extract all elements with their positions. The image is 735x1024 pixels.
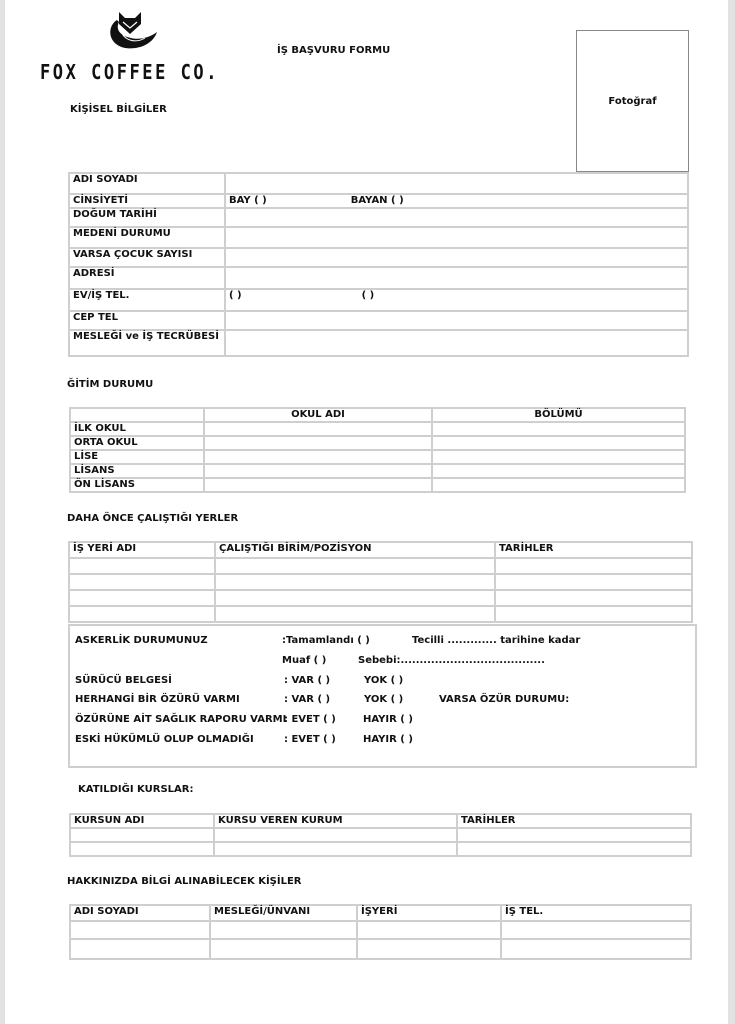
section-personal-title: KİŞİSEL BİLGİLER bbox=[70, 104, 167, 115]
gender-field[interactable] bbox=[225, 194, 688, 208]
name-field[interactable] bbox=[225, 173, 688, 194]
workplace-cell[interactable] bbox=[69, 606, 215, 622]
dates-cell[interactable] bbox=[495, 558, 692, 574]
fox-logo-icon bbox=[105, 8, 161, 50]
table-row bbox=[70, 828, 691, 842]
disability-no-option[interactable]: YOK ( ) bbox=[364, 694, 404, 705]
label-children: VARSA ÇOCUK SAYISI bbox=[69, 248, 225, 267]
disability-label: HERHANGİ BİR ÖZÜRÜ VARMI bbox=[75, 694, 240, 705]
table-row bbox=[69, 330, 688, 356]
header-department: BÖLÜMÜ bbox=[432, 408, 685, 422]
photo-box[interactable] bbox=[576, 30, 689, 172]
courses-title: KATILDIĞI KURSLAR: bbox=[78, 784, 194, 795]
ref-phone-cell[interactable] bbox=[501, 939, 691, 959]
table-header-row bbox=[70, 408, 685, 422]
mobile-field[interactable] bbox=[225, 311, 688, 330]
work-history-table bbox=[68, 541, 693, 623]
header-name: ADI SOYADI bbox=[70, 905, 210, 921]
references-table bbox=[69, 904, 692, 960]
table-row bbox=[70, 464, 685, 478]
phone-area-2: ( ) bbox=[361, 290, 375, 301]
label-birthdate: DOĞUM TARİHİ bbox=[69, 208, 225, 227]
school-name-cell[interactable] bbox=[204, 422, 432, 436]
dates-cell[interactable] bbox=[495, 606, 692, 622]
header-school-name: OKUL ADI bbox=[204, 408, 432, 422]
header-position: ÇALIŞTIĞI BİRİM/POZİSYON bbox=[215, 542, 495, 558]
health-report-label: ÖZÜRÜNE AİT SAĞLIK RAPORU VARMI bbox=[75, 714, 287, 725]
table-row bbox=[69, 227, 688, 248]
photo-label: Fotoğraf bbox=[608, 95, 657, 107]
brand-name: FOX COFFEE CO. bbox=[40, 60, 219, 84]
license-yes-option[interactable]: : VAR ( ) bbox=[284, 675, 331, 686]
dates-cell[interactable] bbox=[457, 842, 691, 856]
education-table bbox=[69, 407, 686, 493]
table-row bbox=[69, 311, 688, 330]
header-work-phone: İŞ TEL. bbox=[501, 905, 691, 921]
table-row bbox=[70, 422, 685, 436]
position-cell[interactable] bbox=[215, 606, 495, 622]
birthdate-field[interactable] bbox=[225, 208, 688, 227]
table-row bbox=[69, 194, 688, 208]
gender-male-option[interactable]: BAY ( ) bbox=[229, 195, 267, 206]
ref-name-cell[interactable] bbox=[70, 921, 210, 939]
military-done-option[interactable]: :Tamamlandı ( ) bbox=[282, 635, 370, 646]
disability-yes-option[interactable]: : VAR ( ) bbox=[284, 694, 331, 705]
workplace-cell[interactable] bbox=[69, 590, 215, 606]
personal-info-table bbox=[68, 172, 689, 357]
profession-field[interactable] bbox=[225, 330, 688, 356]
form-title: İŞ BAŞVURU FORMU bbox=[277, 45, 391, 56]
workplace-cell[interactable] bbox=[69, 558, 215, 574]
table-row bbox=[69, 289, 688, 311]
references-title: HAKKINIZDA BİLGİ ALINABİLECEK KİŞİLER bbox=[67, 876, 302, 887]
license-label: SÜRÜCÜ BELGESİ bbox=[75, 675, 172, 686]
row-label: ORTA OKUL bbox=[70, 436, 204, 450]
label-address: ADRESİ bbox=[69, 267, 225, 289]
ref-workplace-cell[interactable] bbox=[357, 939, 501, 959]
course-name-cell[interactable] bbox=[70, 842, 214, 856]
row-label: LİSE bbox=[70, 450, 204, 464]
department-cell[interactable] bbox=[432, 464, 685, 478]
table-row bbox=[69, 267, 688, 289]
license-no-option[interactable]: YOK ( ) bbox=[364, 675, 404, 686]
course-name-cell[interactable] bbox=[70, 828, 214, 842]
dates-cell[interactable] bbox=[495, 574, 692, 590]
department-cell[interactable] bbox=[432, 422, 685, 436]
table-header-row bbox=[70, 814, 691, 828]
workplace-cell[interactable] bbox=[69, 574, 215, 590]
table-header-row bbox=[69, 542, 692, 558]
home-work-phone-field[interactable] bbox=[225, 289, 688, 311]
convict-label: ESKİ HÜKÜMLÜ OLUP OLMADIĞI bbox=[75, 734, 254, 745]
table-row bbox=[69, 173, 688, 194]
table-row bbox=[69, 606, 692, 622]
address-field[interactable] bbox=[225, 267, 688, 289]
school-name-cell[interactable] bbox=[204, 450, 432, 464]
label-mobile: CEP TEL bbox=[69, 311, 225, 330]
table-header-row bbox=[70, 905, 691, 921]
label-name: ADI SOYADI bbox=[69, 173, 225, 194]
header-institution: KURSU VEREN KURUM bbox=[214, 814, 457, 828]
courses-table bbox=[69, 813, 692, 857]
header-blank bbox=[70, 408, 204, 422]
military-exempt-option[interactable]: Muaf ( ) bbox=[282, 655, 327, 666]
health-report-yes-option[interactable]: : EVET ( ) bbox=[284, 714, 336, 725]
header-title: MESLEĞİ/ÜNVANI bbox=[210, 905, 357, 921]
school-name-cell[interactable] bbox=[204, 436, 432, 450]
gender-female-option[interactable]: BAYAN ( ) bbox=[350, 195, 404, 206]
position-cell[interactable] bbox=[215, 590, 495, 606]
disability-status-label: VARSA ÖZÜR DURUMU: bbox=[439, 694, 570, 705]
position-cell[interactable] bbox=[215, 558, 495, 574]
header-dates: TARİHLER bbox=[495, 542, 692, 558]
ref-title-cell[interactable] bbox=[210, 921, 357, 939]
marital-field[interactable] bbox=[225, 227, 688, 248]
convict-yes-option[interactable]: : EVET ( ) bbox=[284, 734, 336, 745]
school-name-cell[interactable] bbox=[204, 478, 432, 492]
header-dates: TARİHLER bbox=[457, 814, 691, 828]
table-row bbox=[69, 558, 692, 574]
table-row bbox=[70, 921, 691, 939]
table-row bbox=[70, 842, 691, 856]
row-label: LİSANS bbox=[70, 464, 204, 478]
label-marital: MEDENİ DURUMU bbox=[69, 227, 225, 248]
table-row bbox=[70, 478, 685, 492]
header-workplace: İŞYERİ bbox=[357, 905, 501, 921]
label-home-work-phone: EV/İŞ TEL. bbox=[69, 289, 225, 311]
table-row bbox=[70, 436, 685, 450]
misc-info-box bbox=[68, 624, 697, 768]
row-label: İLK OKUL bbox=[70, 422, 204, 436]
ref-phone-cell[interactable] bbox=[501, 921, 691, 939]
table-row bbox=[69, 248, 688, 267]
table-row bbox=[69, 208, 688, 227]
label-gender: CİNSİYETİ bbox=[69, 194, 225, 208]
military-label: ASKERLİK DURUMUNUZ bbox=[75, 635, 208, 646]
military-reason-field[interactable]: Sebebi:...................................... bbox=[358, 655, 545, 666]
ref-name-cell[interactable] bbox=[70, 939, 210, 959]
department-cell[interactable] bbox=[432, 478, 685, 492]
ref-workplace-cell[interactable] bbox=[357, 921, 501, 939]
ref-title-cell[interactable] bbox=[210, 939, 357, 959]
header-workplace: İŞ YERİ ADI bbox=[69, 542, 215, 558]
row-label: ÖN LİSANS bbox=[70, 478, 204, 492]
dates-cell[interactable] bbox=[495, 590, 692, 606]
institution-cell[interactable] bbox=[214, 828, 457, 842]
school-name-cell[interactable] bbox=[204, 464, 432, 478]
header-course-name: KURSUN ADI bbox=[70, 814, 214, 828]
table-row bbox=[69, 590, 692, 606]
table-row bbox=[70, 450, 685, 464]
health-report-no-option[interactable]: HAYIR ( ) bbox=[363, 714, 413, 725]
phone-area-1: ( ) bbox=[229, 290, 242, 301]
department-cell[interactable] bbox=[432, 450, 685, 464]
convict-no-option[interactable]: HAYIR ( ) bbox=[363, 734, 413, 745]
institution-cell[interactable] bbox=[214, 842, 457, 856]
table-row bbox=[70, 939, 691, 959]
dates-cell[interactable] bbox=[457, 828, 691, 842]
children-field[interactable] bbox=[225, 248, 688, 267]
table-row bbox=[69, 574, 692, 590]
military-deferred-option[interactable]: Tecilli ............. tarihine kadar bbox=[412, 635, 581, 646]
department-cell[interactable] bbox=[432, 436, 685, 450]
label-profession: MESLEĞİ ve İŞ TECRÜBESİ bbox=[69, 330, 225, 356]
position-cell[interactable] bbox=[215, 574, 495, 590]
education-title: ĞİTİM DURUMU bbox=[67, 379, 154, 390]
work-history-title: DAHA ÖNCE ÇALIŞTIĞI YERLER bbox=[67, 513, 239, 524]
form-page bbox=[5, 0, 728, 1024]
